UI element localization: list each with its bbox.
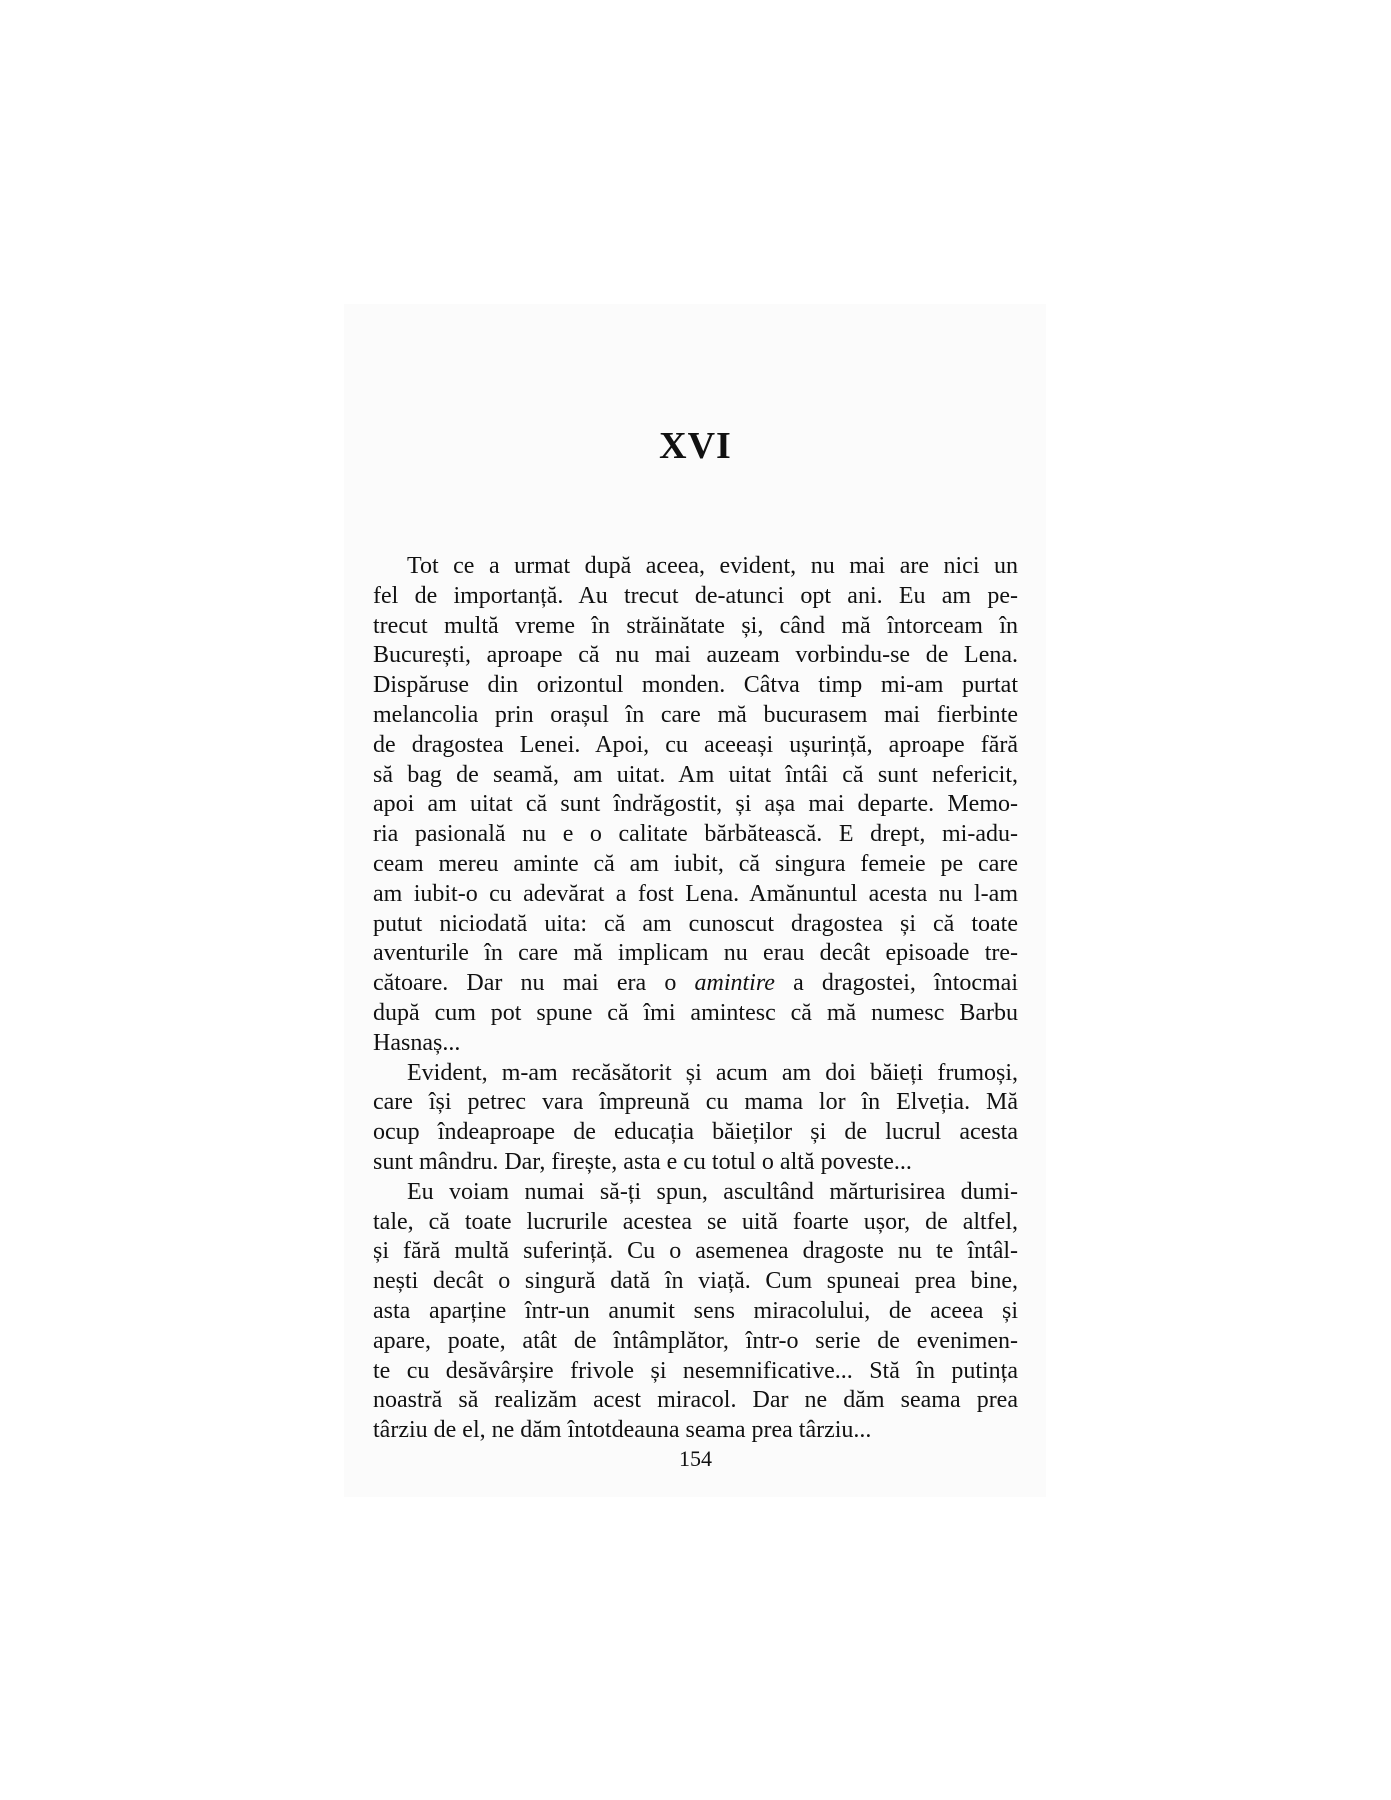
text-line: aventurile în care mă implicam nu erau decât episoade tre-	[373, 940, 1018, 967]
text-line: apoi am uitat că sunt îndrăgostit, și așa mai departe. Memo-	[373, 791, 1018, 818]
italic-word: amintire	[694, 970, 775, 997]
text-line: ceam mereu aminte că am iubit, că singura femeie pe care	[373, 850, 1018, 877]
text-line: Dispăruse din orizontul monden. Câtva timp mi-am purtat	[373, 672, 1018, 699]
text-line: fel de importanță. Au trecut de-atunci opt ani. Eu am pe-	[373, 582, 1018, 609]
text-line: te cu desăvârșire frivole și nesemnificative... Stă în putința	[373, 1357, 1018, 1384]
text-line: și fără multă suferință. Cu o asemenea dragoste nu te întâl-	[373, 1238, 1018, 1265]
text-line: asta aparține într-un anumit sens miracolului, de aceea și	[373, 1297, 1018, 1324]
text-line: Eu voiam numai să-ți spun, ascultând mărturisirea dumi-	[407, 1178, 1018, 1205]
text-line: putut niciodată uita: că am cunoscut dragostea și că toate	[373, 910, 1018, 937]
text-line: după cum pot spune că îmi amintesc că mă numesc Barbu	[373, 999, 1018, 1026]
text-line: București, aproape că nu mai auzeam vorbindu-se de Lena.	[373, 642, 1018, 669]
text-line: melancolia prin orașul în care mă bucurasem mai fierbinte	[373, 701, 1018, 728]
text-segment: a dragostei, întocmai	[774, 970, 1018, 997]
text-line: noastră să realizăm acest miracol. Dar ne dăm seama prea	[373, 1387, 1018, 1414]
text-line: să bag de seamă, am uitat. Am uitat întâi că sunt nefericit,	[373, 761, 1018, 788]
text-line	[373, 969, 1018, 999]
text-line: trecut multă vreme în străinătate și, când mă întorceam în	[373, 612, 1018, 639]
page-number: 154	[679, 1446, 712, 1471]
text-line: apare, poate, atât de întâmplător, într-o serie de evenimen-	[373, 1327, 1018, 1354]
chapter-title: XVI	[659, 425, 732, 467]
text-line: am iubit-o cu adevărat a fost Lena. Amănuntul acesta nu l-am	[373, 880, 1018, 907]
text-line: Evident, m-am recăsătorit și acum am doi băieți frumoși,	[407, 1059, 1018, 1086]
text-line: tale, că toate lucrurile acestea se uită foarte ușor, de altfel,	[373, 1208, 1018, 1235]
text-line: de dragostea Lenei. Apoi, cu aceeași ușurință, aproape fără	[373, 731, 1018, 758]
text-line: Hasnaș...	[373, 1029, 461, 1056]
text-segment: cătoare. Dar nu mai era o	[373, 970, 695, 997]
chapter-body	[373, 552, 1018, 1446]
text-line: târziu de el, ne dăm întotdeauna seama prea târziu...	[373, 1417, 872, 1444]
text-line: care își petrec vara împreună cu mama lor în Elveția. Mă	[373, 1089, 1018, 1116]
text-line: ria pasională nu e o calitate bărbătească. E drept, mi-adu-	[373, 821, 1018, 848]
text-line: Tot ce a urmat după aceea, evident, nu mai are nici un	[407, 553, 1018, 579]
text-line: ocup îndeaproape de educația băieților și de lucrul acesta	[373, 1119, 1018, 1146]
text-line: sunt mândru. Dar, firește, asta e cu totul o altă poveste...	[373, 1148, 912, 1175]
text-line: nești decât o singură dată în viață. Cum spuneai prea bine,	[373, 1268, 1018, 1295]
